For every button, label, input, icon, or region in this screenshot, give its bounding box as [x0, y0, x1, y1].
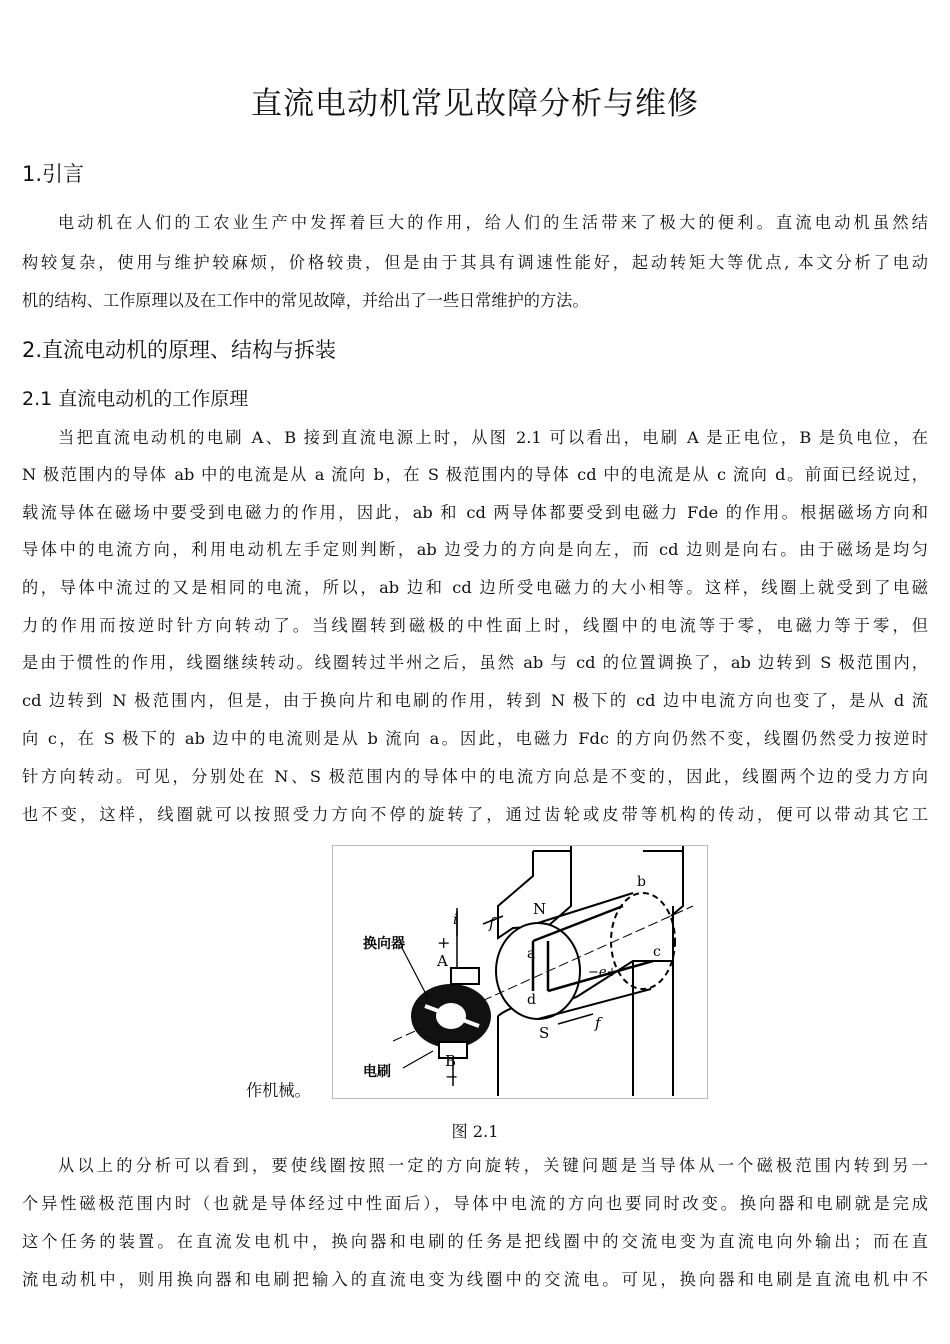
figure-caption: 图 2.1	[451, 1122, 499, 1141]
label-s-pole: S	[539, 1024, 550, 1042]
label-f-top: f	[489, 914, 495, 932]
paragraph-line: 是由于惯性的作用，线圈继续转动。线圈转过半州之后，虽然 ab 与 cd 的位置调换了，ab 边转到 S 极范围内，	[22, 653, 928, 672]
commutator-ring	[411, 984, 491, 1048]
label-brush: 电刷	[363, 1064, 391, 1080]
paragraph-line: cd 边转到 N 极范围内，但是，由于换向片和电刷的作用，转到 N 极下的 cd 边中电流方向也变了，是从 d 流	[22, 691, 928, 710]
label-i: i	[453, 912, 458, 928]
label-conductor-d: d	[527, 992, 536, 1008]
label-f-bottom: f	[595, 1014, 601, 1032]
label-conductor-a: a	[527, 946, 536, 962]
figure-2-1-dc-motor-diagram	[332, 845, 708, 1099]
label-commutator: 换向器	[363, 936, 405, 952]
section-1-heading: 1.引言	[22, 162, 85, 186]
dc-motor-illustration	[333, 846, 707, 1098]
paragraph-line: 从以上的分析可以看到，要使线圈按照一定的方向旋转，关键问题是当导体从一个磁极范围内转到另一	[58, 1156, 928, 1175]
paragraph-line: 构较复杂，使用与维护较麻烦，价格较贵，但是由于其具有调速性能好，起动转矩大等优点, 本文分析了电动	[22, 253, 928, 272]
section-2-1-heading: 2.1 直流电动机的工作原理	[22, 388, 249, 410]
paragraph-line: 的，导体中流过的又是相同的电流，所以，ab 边和 cd 边所受电磁力的大小相等。这样，线圈上就受到了电磁	[22, 578, 928, 597]
label-minus: −	[445, 1067, 459, 1086]
paragraph-line: 导体中的电流方向，利用电动机左手定则判断，ab 边受力的方向是向左，而 cd 边则是向右。由于磁场是均匀	[22, 540, 928, 559]
paragraph-line: 流电动机中，则用换向器和电刷把输入的直流电变为线圈中的交流电。可见，换向器和电刷是直流电机中不	[22, 1270, 928, 1289]
label-a-brush: A	[437, 952, 448, 970]
paragraph-line: 个异性磁极范围内时（也就是导体经过中性面后），导体中电流的方向也要同时改变。换向器和电刷就是完成	[22, 1194, 928, 1213]
label-plus: +	[437, 933, 451, 952]
brush-a	[451, 968, 479, 984]
paragraph-line: 也不变，这样，线圈就可以按照受力方向不停的旋转了，通过齿轮或皮带等机构的传动，便可以带动其它工	[22, 805, 928, 824]
label-emf: −e+	[588, 965, 618, 980]
paragraph-line: 当把直流电动机的电刷 A、B 接到直流电源上时，从图 2.1 可以看出，电刷 A 是正电位，B 是负电位，在	[58, 428, 928, 447]
section-2-heading: 2.直流电动机的原理、结构与拆装	[22, 338, 337, 362]
label-conductor-b: b	[637, 874, 646, 890]
paragraph-tail: 作机械。	[246, 1081, 311, 1100]
commutator-pointer	[401, 946, 428, 998]
paragraph-line: N 极范围内的导体 ab 中的电流是从 a 流向 b，在 S 极范围内的导体 cd 中的电流是从 c 流向 d。前面已经说过，	[22, 465, 928, 484]
label-b-brush: B	[445, 1052, 457, 1070]
paragraph-line: 针方向转动。可见，分别处在 N、S 极范围内的导体中的电流方向总是不变的，因此，线圈两个边的受力方向	[22, 767, 928, 786]
paragraph-line: 电动机在人们的工农业生产中发挥着巨大的作用，给人们的生活带来了极大的便利。直流电动机虽然结	[58, 213, 928, 232]
label-n-pole: N	[533, 900, 547, 918]
paragraph-line: 这个任务的装置。在直流发电机中，换向器和电刷的任务是把线圈中的交流电变为直流电向外输出；而在直	[22, 1232, 928, 1251]
label-conductor-c: c	[653, 944, 661, 960]
paragraph-line: 载流导体在磁场中要受到电磁力的作用，因此，ab 和 cd 两导体都要受到电磁力 Fde 的作用。根据磁场方向和	[22, 503, 928, 522]
brush-pointer	[403, 1051, 433, 1068]
paragraph-line: 向 c，在 S 极下的 ab 边中的电流则是从 b 流向 a。因此，电磁力 Fdc 的方向仍然不变，线圈仍然受力按逆时	[22, 729, 928, 748]
paragraph-line: 力的作用而按逆时针方向转动了。当线圈转到磁极的中性面上时，线圈中的电流等于零，电磁力等于零，但	[22, 616, 928, 635]
document-title: 直流电动机常见故障分析与维修	[251, 86, 699, 122]
paragraph-line: 机的结构、工作原理以及在工作中的常见故障，并给出了一些日常维护的方法。	[22, 291, 589, 310]
